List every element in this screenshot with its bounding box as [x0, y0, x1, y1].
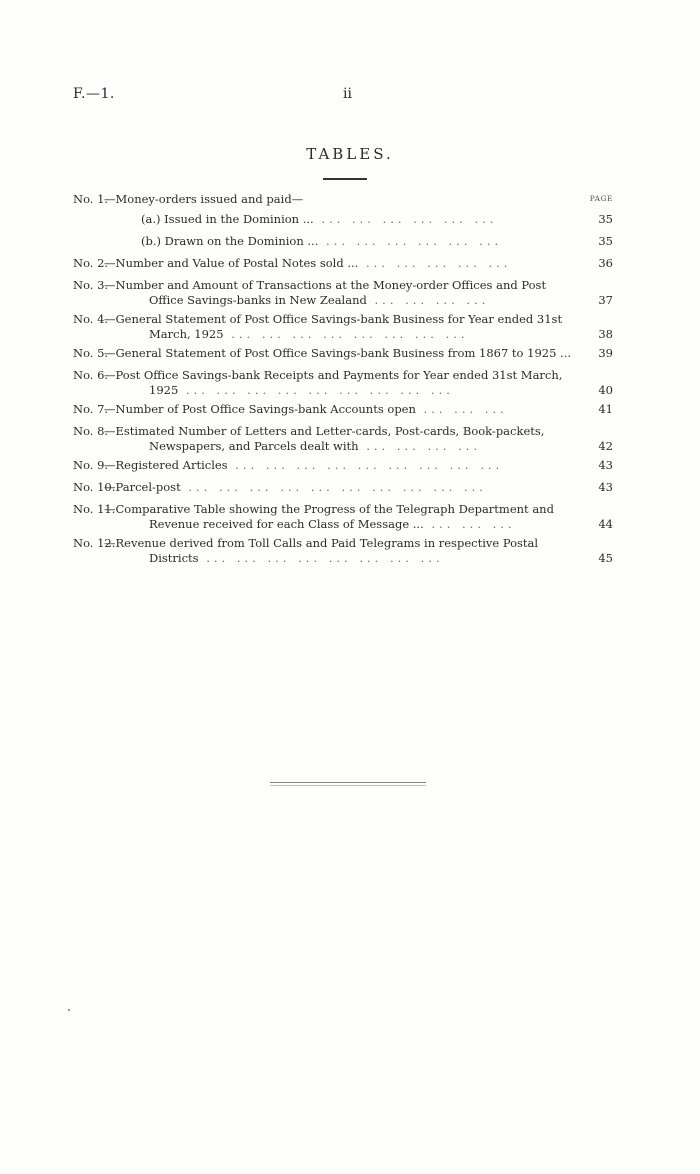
entry-title-continued: 1925	[149, 383, 179, 397]
leader-dots: ... ... ... ... ... ... ... ... ...	[178, 383, 454, 397]
entry-title: —Number and Amount of Transactions at the Money-order Offices and Post	[104, 278, 547, 292]
entry-page: 35	[598, 234, 613, 248]
entry-page: 39	[598, 346, 613, 360]
entry-page: 41	[598, 402, 613, 416]
paper-speck	[68, 1009, 70, 1011]
entry-page: 35	[598, 212, 613, 226]
leader-dots: ... ... ...	[423, 517, 516, 531]
entry-page: 45	[598, 551, 613, 565]
page-header	[73, 86, 633, 106]
entry-page: 36	[598, 256, 613, 270]
entry-title: —General Statement of Post Office Savings-bank Business for Year ended 31st	[104, 312, 563, 326]
entry-page: 37	[598, 293, 613, 307]
entry-number: No. 7.	[73, 402, 109, 416]
entry-page: 40	[598, 383, 613, 397]
entry-title: —Parcel-post	[104, 480, 181, 494]
page-number: ii	[343, 86, 352, 102]
entry-number: No. 10.	[73, 480, 116, 494]
leader-dots: ... ... ... ...	[358, 439, 482, 453]
entry-number: No. 5.	[73, 346, 109, 360]
leader-dots: ... ... ...	[415, 402, 508, 416]
entry-title: —Comparative Table showing the Progress of the Telegraph Department and	[104, 502, 554, 516]
entry-title: —Money-orders issued and paid—	[104, 192, 304, 206]
page-column-label: PAGE	[589, 194, 613, 203]
entry-number: No. 11.	[73, 502, 116, 516]
entry-number: No. 1.	[73, 192, 109, 206]
entry-number: No. 6.	[73, 368, 109, 382]
entry-title: —Estimated Number of Letters and Letter-cards, Post-cards, Book-packets,	[104, 424, 545, 438]
entry-page: 42	[598, 439, 613, 453]
entry-title-continued: March, 1925	[149, 327, 224, 341]
entry-title: —Registered Articles	[104, 458, 228, 472]
leader-dots: ... ... ... ... ... ... ... ... ...	[227, 458, 504, 472]
leader-dots: ... ... ... ... ... ... ... ...	[223, 327, 469, 341]
entry-number: No. 3.	[73, 278, 109, 292]
entry-title-continued: Newspapers, and Parcels dealt with	[149, 439, 359, 453]
leader-dots: ... ... ... ... ... ...	[313, 212, 498, 226]
entry-title: —Post Office Savings-bank Receipts and Payments for Year ended 31st March,	[104, 368, 563, 382]
closing-rule	[270, 782, 426, 783]
entry-page: 43	[598, 480, 613, 494]
page-title: TABLES.	[306, 145, 394, 163]
entry-title: —General Statement of Post Office Savings-bank Business from 1867 to 1925 ...	[104, 346, 572, 360]
entry-page: 44	[598, 517, 613, 531]
entry-title-continued: Revenue received for each Class of Message ...	[149, 517, 424, 531]
entry-page: 43	[598, 458, 613, 472]
entry-number: No. 9.	[73, 458, 109, 472]
entry-title-continued: Office Savings-banks in New Zealand	[149, 293, 367, 307]
entry-number: No. 12.	[73, 536, 116, 550]
leader-dots: ... ... ... ... ... ... ... ...	[198, 551, 444, 565]
entry-title-continued: Districts	[149, 551, 199, 565]
leader-dots: ... ... ... ... ... ... ... ... ... ...	[180, 480, 487, 494]
entry-number: No. 2.	[73, 256, 109, 270]
entry-title: —Revenue derived from Toll Calls and Paid Telegrams in respective Postal	[104, 536, 539, 550]
leader-dots: ... ... ... ... ...	[358, 256, 512, 270]
entry-title: (a.) Issued in the Dominion ...	[141, 212, 314, 226]
entry-page: 38	[598, 327, 613, 341]
document-code: F.—1.	[73, 86, 115, 102]
entry-title: (b.) Drawn on the Dominion ...	[141, 234, 319, 248]
title-underline	[323, 178, 367, 180]
leader-dots: ... ... ... ... ... ...	[318, 234, 503, 248]
entry-number: No. 8.	[73, 424, 109, 438]
entry-number: No. 4.	[73, 312, 109, 326]
entry-title: —Number and Value of Postal Notes sold ...	[104, 256, 359, 270]
leader-dots: ... ... ... ...	[366, 293, 490, 307]
entry-title: —Number of Post Office Savings-bank Accounts open	[104, 402, 416, 416]
